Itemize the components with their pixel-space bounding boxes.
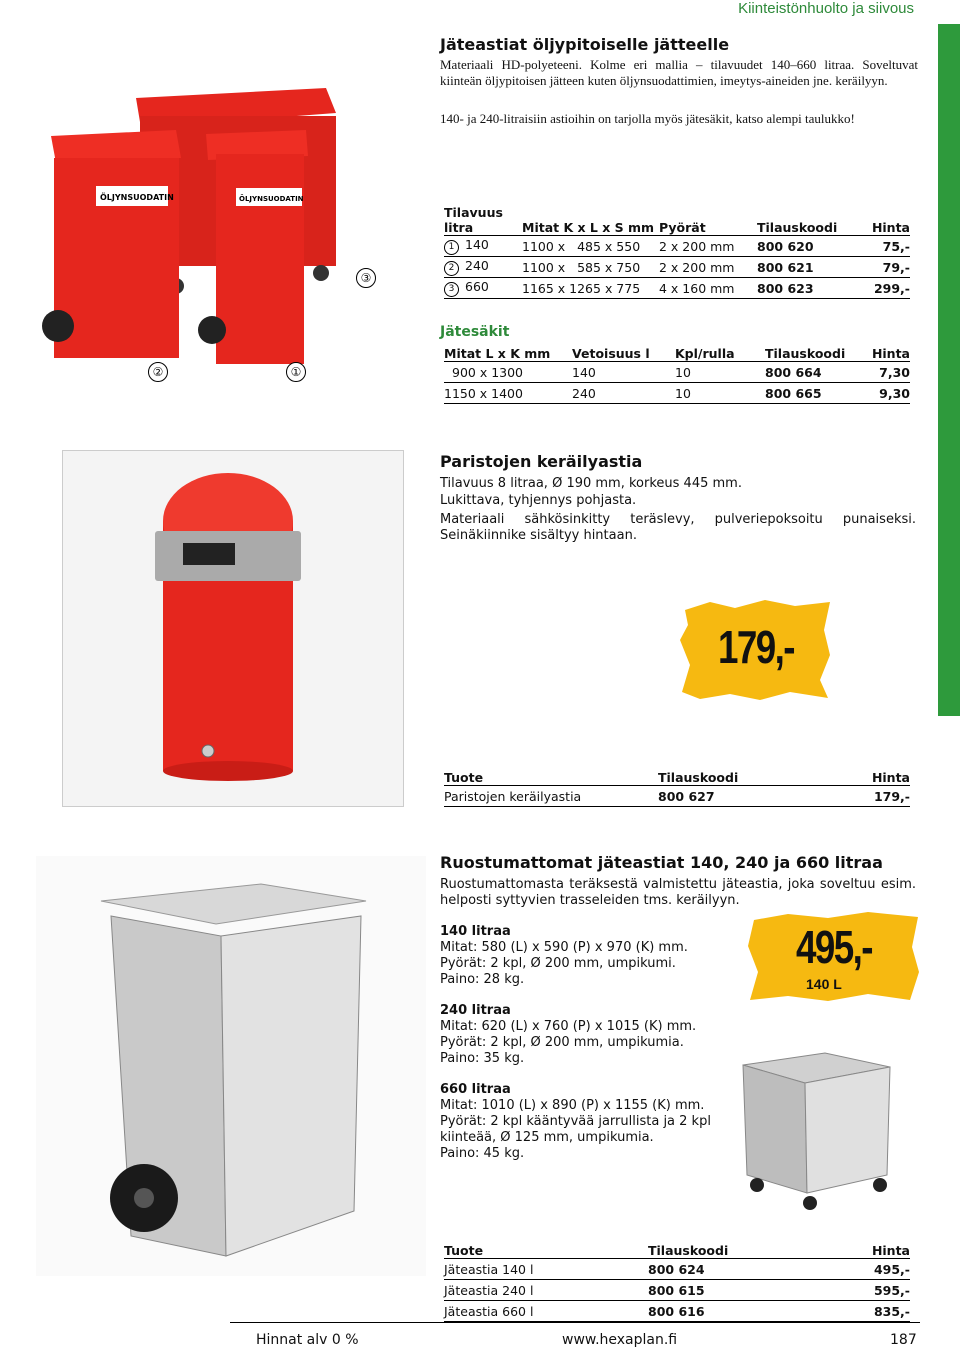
cell-mitat: 1100 x 485 x 550 <box>522 236 659 257</box>
battery-bin-image <box>62 450 404 807</box>
price-179-text: 179,- <box>718 621 794 673</box>
cell-pyorat: 2 x 200 mm <box>659 236 757 257</box>
col-tuote: Tuote <box>444 1243 648 1259</box>
cell-koodi: 800 623 <box>757 278 861 299</box>
section1-title: Jäteastiat öljypitoiselle jätteelle <box>440 35 730 54</box>
spec-line: Pyörät: 2 kpl kääntyvää jarrullista ja 2 kpl kiinteää, Ø 125 mm, umpikumia. <box>440 1114 711 1145</box>
row-number: 3 <box>444 282 459 297</box>
oil-bins-table <box>444 205 910 299</box>
price-495-text: 495,- <box>796 921 872 973</box>
cell-koodi: 800 664 <box>765 362 863 383</box>
col-tilauskoodi: Tilauskoodi <box>648 1243 826 1259</box>
cell-litra: 240 <box>465 258 489 273</box>
spec-title: 240 litraa <box>440 1003 511 1018</box>
spec-line: Paino: 28 kg. <box>440 972 525 987</box>
col-hinta: Hinta <box>826 1243 910 1259</box>
cell-pyorat: 2 x 200 mm <box>659 257 757 278</box>
col-tilavuus-top: Tilavuus <box>444 205 503 220</box>
spec-title: 140 litraa <box>440 924 511 939</box>
section2-line3: Materiaali sähkösinkitty teräslevy, pulveriepoksoitu punaiseksi. Seinäkiinnike sisältyy hintaan. <box>440 512 916 543</box>
spec-line: Mitat: 1010 (L) x 890 (P) x 1155 (K) mm. <box>440 1098 705 1113</box>
stainless-bin-large-image <box>36 856 426 1276</box>
cell-tuote: Jäteastia 660 l <box>444 1301 648 1322</box>
spec-line: Mitat: 620 (L) x 760 (P) x 1015 (K) mm. <box>440 1019 697 1034</box>
table-row <box>444 1301 910 1322</box>
bin-label-140: ÖLJYNSUODATIN <box>239 195 304 203</box>
col-tilauskoodi: Tilauskoodi <box>658 770 829 786</box>
cell-tuote: Jäteastia 240 l <box>444 1280 648 1301</box>
cell-mitat: 1150 x 1400 <box>444 383 572 404</box>
cell-tuote: Paristojen keräilyastia <box>444 786 658 807</box>
col-tilauskoodi: Tilauskoodi <box>765 346 863 362</box>
callout-2: ② <box>148 362 168 382</box>
price-badge-495 <box>748 912 920 1002</box>
price-495-sub: 140 L <box>806 976 842 992</box>
cell-hinta: 595,- <box>826 1280 910 1301</box>
cell-hinta: 79,- <box>861 257 910 278</box>
cell-koodi: 800 621 <box>757 257 861 278</box>
stainless-table <box>444 1243 910 1322</box>
section3-title: Ruostumattomat jäteastiat 140, 240 ja 660 litraa <box>440 853 883 872</box>
cell-kpl: 10 <box>675 383 765 404</box>
cell-mitat: 1100 x 585 x 750 <box>522 257 659 278</box>
section2-line2: Lukittava, tyhjennys pohjasta. <box>440 493 637 508</box>
cell-vetoisuus: 140 <box>572 362 675 383</box>
section2-line1: Tilavuus 8 litraa, Ø 190 mm, korkeus 445 mm. <box>440 476 742 491</box>
table-row <box>444 786 910 807</box>
table-row <box>444 257 910 278</box>
cell-hinta: 495,- <box>826 1259 910 1280</box>
cell-mitat: 1165 x 1265 x 775 <box>522 278 659 299</box>
col-pyorat: Pyörät <box>659 205 757 236</box>
col-hinta: Hinta <box>829 770 910 786</box>
footer-website-link[interactable]: www.hexaplan.fi <box>562 1332 678 1348</box>
cell-koodi: 800 627 <box>658 786 829 807</box>
col-vetoisuus: Vetoisuus l <box>572 346 675 362</box>
cell-hinta: 7,30 <box>863 362 910 383</box>
cell-litra: 660 <box>465 279 489 294</box>
cell-koodi: 800 615 <box>648 1280 826 1301</box>
cell-mitat: 900 x 1300 <box>444 362 572 383</box>
spec-block-240 <box>440 1003 740 1067</box>
spec-block-140 <box>440 924 740 988</box>
price-badge-179 <box>680 600 832 700</box>
section1-para2: 140- ja 240-litraisiin astioihin on tarjolla myös jätesäkit, katso alempi taulukko! <box>440 111 855 126</box>
row-number: 2 <box>444 261 459 276</box>
footer-vat-note: Hinnat alv 0 % <box>256 1332 359 1348</box>
footer-rule <box>230 1322 920 1323</box>
sacks-title: Jätesäkit <box>440 324 510 340</box>
col-tuote: Tuote <box>444 770 658 786</box>
spec-line: Paino: 45 kg. <box>440 1146 525 1161</box>
spec-block-660 <box>440 1082 730 1162</box>
col-mitat-lk: Mitat L x K mm <box>444 346 572 362</box>
cell-hinta: 75,- <box>861 236 910 257</box>
col-kpl: Kpl/rulla <box>675 346 765 362</box>
cell-hinta: 299,- <box>861 278 910 299</box>
spec-line: Pyörät: 2 kpl, Ø 200 mm, umpikumia. <box>440 1035 684 1050</box>
cell-hinta: 835,- <box>826 1301 910 1322</box>
col-tilavuus <box>444 205 522 236</box>
table-row <box>444 383 910 404</box>
spec-line: Paino: 35 kg. <box>440 1051 525 1066</box>
spec-line: Mitat: 580 (L) x 590 (P) x 970 (K) mm. <box>440 940 688 955</box>
cell-koodi: 800 616 <box>648 1301 826 1322</box>
bin-label-240: ÖLJYNSUODATIN <box>100 193 174 202</box>
col-hinta: Hinta <box>861 205 910 236</box>
col-mitat: Mitat K x L x S mm <box>522 205 659 236</box>
section2-title: Paristojen keräilyastia <box>440 452 643 471</box>
cell-koodi: 800 620 <box>757 236 861 257</box>
table-row <box>444 362 910 383</box>
section1-para1: Materiaali HD-polyeteeni. Kolme eri mallia – tilavuudet 140–660 litraa. Soveltuvat kiinteän öljypitoisen jätteen kuten öljynsuodattimien, imeytys-aineiden jne. keräilyyn. <box>440 57 918 88</box>
side-accent-bar <box>938 24 960 716</box>
sacks-table <box>444 346 910 404</box>
cell-hinta: 9,30 <box>863 383 910 404</box>
cell-koodi: 800 665 <box>765 383 863 404</box>
spec-title: 660 litraa <box>440 1082 511 1097</box>
page-number: 187 <box>890 1332 917 1348</box>
row-number: 1 <box>444 240 459 255</box>
table-row <box>444 1259 910 1280</box>
table-row <box>444 236 910 257</box>
stainless-bin-660-image <box>735 1045 897 1215</box>
oil-bins-image <box>36 68 366 398</box>
cell-pyorat: 4 x 160 mm <box>659 278 757 299</box>
col-tilauskoodi: Tilauskoodi <box>757 205 861 236</box>
header-section-title: Kiinteistönhuolto ja siivous <box>738 0 914 17</box>
section3-intro: Ruostumattomasta teräksestä valmistettu jäteastia, joka soveltuu esim. helposti syttyvien trasseleiden tms. keräilyyn. <box>440 877 916 908</box>
cell-kpl: 10 <box>675 362 765 383</box>
cell-litra: 140 <box>465 237 489 252</box>
battery-table <box>444 770 910 807</box>
callout-3: ③ <box>356 268 376 288</box>
cell-koodi: 800 624 <box>648 1259 826 1280</box>
col-hinta: Hinta <box>863 346 910 362</box>
table-row <box>444 278 910 299</box>
cell-tuote: Jäteastia 140 l <box>444 1259 648 1280</box>
cell-vetoisuus: 240 <box>572 383 675 404</box>
col-tilavuus-bottom: litra <box>444 220 474 235</box>
callout-1: ① <box>286 362 306 382</box>
table-row <box>444 1280 910 1301</box>
cell-hinta: 179,- <box>829 786 910 807</box>
spec-line: Pyörät: 2 kpl, Ø 200 mm, umpikumi. <box>440 956 676 971</box>
